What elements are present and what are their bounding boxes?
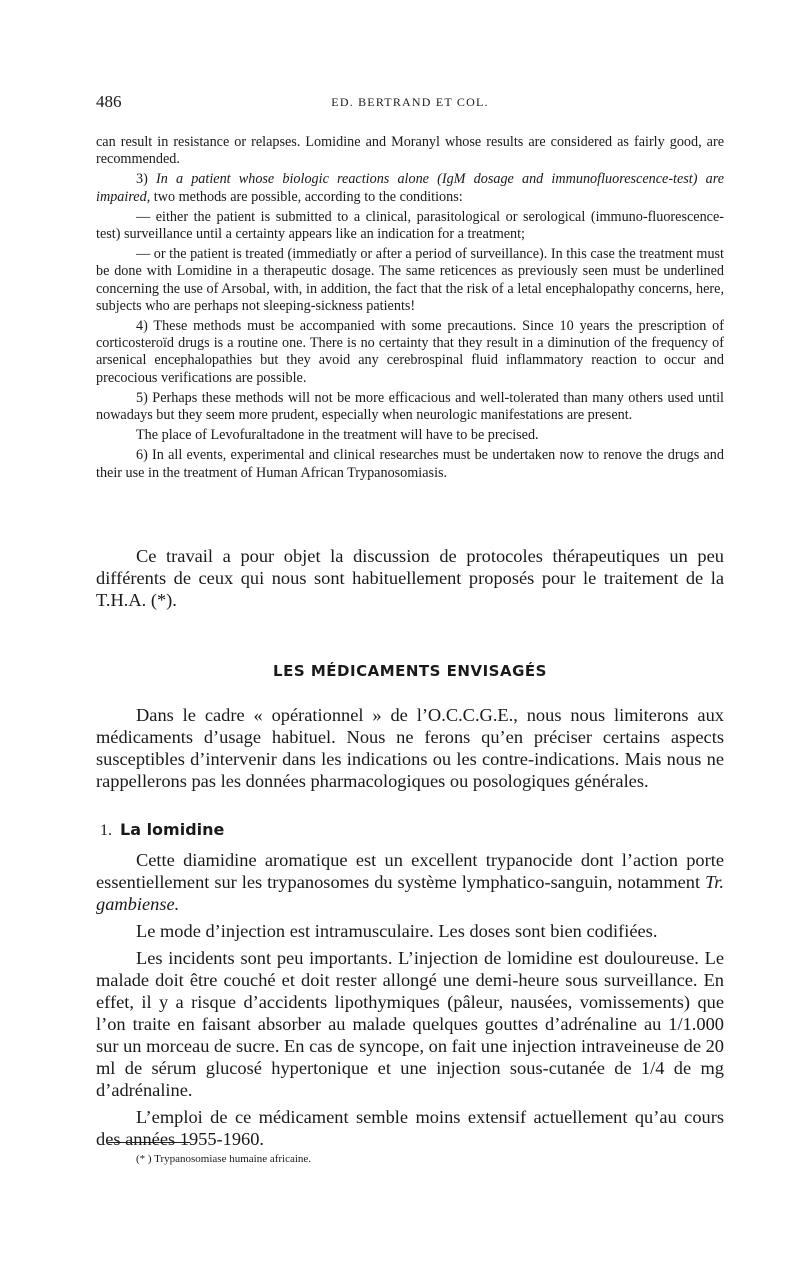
body-paragraph: Les incidents sont peu importants. L’injection de lomidine est douloureuse. Le malade doit être couché et doit rester allongé une demi-heure sous surveillance. En effet, il y a risque d’accidents lipothymiques (pâleur, nausées, vomissements) que l’on traite en faisant absorber au malade quelques gouttes d’adrénaline au 1/1.000 sur un morceau de sucre. En cas de syncope, on fait une injection intraveineuse de 20 ml de sérum glucosé hypertonique et une injection sous-cutanée de 1/4 de mg d’adrénaline.: [96, 948, 724, 1100]
footnote-rule: [108, 1142, 190, 1143]
introduction: [96, 545, 724, 611]
english-summary: [96, 134, 724, 485]
summary-paragraph: 4) These methods must be accompanied with some precautions. Since 10 years the prescription of corticosteroïd drugs is a routine one. There is no certainty that they result in a diminution of the frequency of arsenical encephalopathies but they avoid any cerebrospinal fluid inflammatory reaction to occur and precocious verifications are possible.: [96, 318, 724, 386]
footnote-text: Trypanosomiase humaine africaine.: [151, 1153, 312, 1165]
summary-paragraph: — either the patient is submitted to a clinical, parasitological or serological (immuno-fluorescence-test) surveillance until a certainty appears like an indication for a treatment;: [96, 208, 724, 243]
body-paragraph: L’emploi de ce médicament semble moins extensif actuellement qu’au cours des années 1955-1960.: [96, 1107, 724, 1149]
footnote: [136, 1153, 311, 1165]
summary-paragraph: 6) In all events, experimental and clinical researches must be undertaken now to renove the drugs and their use in the treatment of Human African Trypanosomiasis.: [96, 447, 724, 481]
summary-italic-phrase: In a patient whose biologic reactions alone (IgM dosage and immunofluorescence-test) are impaired,: [96, 171, 725, 205]
page-number: 486: [96, 92, 122, 111]
lomidine-section: [96, 849, 724, 1155]
section-body: [96, 704, 724, 792]
body-paragraph: Le mode d’injection est intramusculaire. Les doses sont bien codifiées.: [136, 921, 658, 941]
running-head: ED. BERTRAND ET COL.: [331, 95, 489, 109]
body-paragraph: [96, 849, 724, 915]
page-header: [96, 92, 724, 114]
summary-paragraph: 5) Perhaps these methods will not be more efficacious and well-tolerated than many others used until nowadays but they seem more prudent, especially when neurologic manifestations are present.: [96, 389, 724, 424]
body-text: Cette diamidine aromatique est un excellent trypanocide dont l’action porte essentiellement sur les trypanosomes du système lymphatico-sanguin, notamment: [96, 850, 724, 892]
subsection-number: 1.: [100, 822, 112, 839]
section-heading: LES MÉDICAMENTS ENVISAGÉS: [273, 662, 547, 680]
summary-text: two methods are possible, according to the conditions:: [150, 188, 463, 205]
summary-item-number: 3): [136, 171, 156, 188]
body-paragraph: Dans le cadre « opérationnel » de l’O.C.C.G.E., nous nous limiterons aux médicaments d’usage habituel. Nous ne ferons qu’en préciser certains aspects susceptibles d’intervenir dans les indications ou les contre-indications. Mais nous ne rappellerons pas les données pharmacologiques ou posologiques générales.: [96, 705, 724, 791]
species-name: Tr. gambiense.: [96, 872, 724, 914]
summary-paragraph: The place of Levofuraltadone in the treatment will have to be precised.: [136, 427, 539, 444]
summary-paragraph: can result in resistance or relapses. Lomidine and Moranyl whose results are considered as fairly good, are recommended.: [96, 134, 724, 168]
summary-paragraph: — or the patient is treated (immediatly or after a period of surveillance). In this case the treatment must be done with Lomidine in a therapeutic dosage. The same reticences as previously seen must be underlined concerning the use of Arsobal, with, in addition, the fact that the risk of a letal encephalopathy concerns, here, subjects who are perhaps not sleeping-sickness patients!: [96, 246, 724, 314]
subsection-heading: [100, 820, 224, 840]
subsection-title: La lomidine: [120, 820, 225, 839]
summary-paragraph: [96, 171, 724, 205]
footnote-marker: (* ): [136, 1153, 152, 1165]
intro-paragraph: Ce travail a pour objet la discussion de protocoles thérapeutiques un peu différents de ceux qui nous sont habituellement proposés pour le traitement de la T.H.A. (*).: [96, 546, 724, 610]
page: [96, 0, 724, 1273]
